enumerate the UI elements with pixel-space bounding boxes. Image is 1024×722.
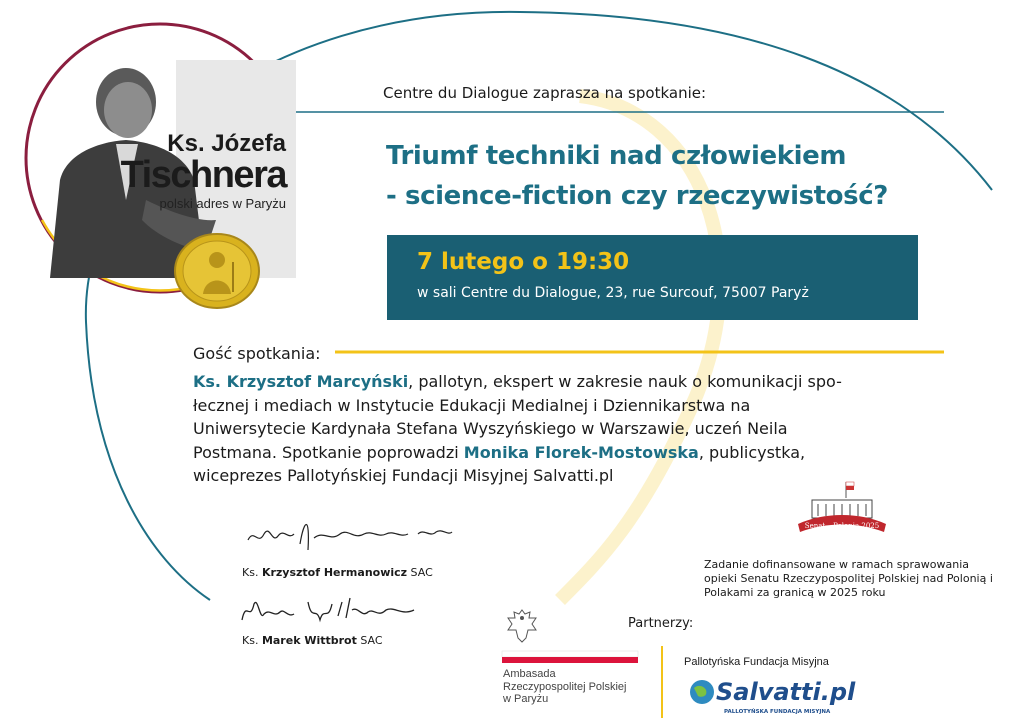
date-box xyxy=(387,235,918,320)
sig1-suffix: SAC xyxy=(407,566,433,579)
embassy-line2: Rzeczypospolitej Polskiej xyxy=(503,680,627,693)
logo-title xyxy=(118,132,286,211)
signature-hermanowicz xyxy=(244,510,454,560)
grant-text: Zadanie dofinansowane w ramach sprawowania opieki Senatu Rzeczypospolitej Polskiej nad Polonią i Polakami za granicą w 2025 roku xyxy=(704,558,993,599)
sig1-prefix: Ks. xyxy=(242,566,262,579)
signature-name-2 xyxy=(242,634,383,647)
embassy-line1: Ambasada xyxy=(503,668,556,680)
sig2-suffix: SAC xyxy=(356,634,383,647)
salvatti-text: Salvatti.pl xyxy=(716,678,856,706)
foundation-name: Pallotyńska Fundacja Misyjna xyxy=(684,656,829,668)
title-line2: - science-fiction czy rzeczywistość? xyxy=(386,181,888,211)
signature-name-1 xyxy=(242,566,433,579)
salvatti-sub: PALLOTYŃSKA FUNDACJA MISYJNA xyxy=(724,709,831,715)
partners-label: Partnerzy: xyxy=(628,616,694,631)
polish-eagle-icon xyxy=(502,606,542,646)
senate-badge-text: Senat – Polonia 2025 xyxy=(804,522,880,530)
guest-heading: Gość spotkania: xyxy=(193,344,321,363)
logo-line2: Tischnera xyxy=(120,154,286,196)
title-line1: Triumf techniki nad człowiekiem xyxy=(386,141,847,171)
event-date: 7 lutego o 19:30 xyxy=(417,249,630,275)
guest-text2: , publicystka, wiceprezes Pallotyńskiej Fundacji Misyjnej Salvatti.pl xyxy=(193,442,806,485)
signature-wittbrot xyxy=(238,592,418,628)
guest-text1: , pallotyn, ekspert w zakresie nauk o komunikacji spo-łecznej i mediach w Instytucie Edukacji Medialnej i Dziennikarstwa na Uniwersytecie Kardynała Stefana Wyszyńskiego w Warszawie, uczeń Neila Postmana. Spotkanie poprowadzi xyxy=(193,372,842,462)
sig2-name: Marek Wittbrot xyxy=(261,634,357,647)
guest-name: Ks. Krzysztof Marcyński xyxy=(193,372,409,391)
moderator-name: Monika Florek-Mostowska xyxy=(463,442,699,462)
senate-polonia-logo xyxy=(794,478,890,542)
embassy-name xyxy=(503,668,627,706)
partner-divider xyxy=(660,646,666,718)
sig1-name: Krzysztof Hermanowicz xyxy=(261,566,408,579)
gold-medallion-image xyxy=(173,232,261,310)
logo-line3: polski adres w Paryżu xyxy=(159,196,286,211)
embassy-line3: w Paryżu xyxy=(503,693,549,705)
salvatti-logo xyxy=(688,672,856,716)
invite-text: Centre du Dialogue zaprasza na spotkanie: xyxy=(383,84,707,102)
event-venue: w sali Centre du Dialogue, 23, rue Surcouf, 75007 Paryż xyxy=(417,285,809,301)
event-title xyxy=(386,136,888,216)
logo-line1: Ks. Józefa xyxy=(167,130,286,157)
polish-flag-bar xyxy=(502,651,638,663)
guest-description xyxy=(193,370,853,488)
sig2-prefix: Ks. xyxy=(242,634,262,647)
